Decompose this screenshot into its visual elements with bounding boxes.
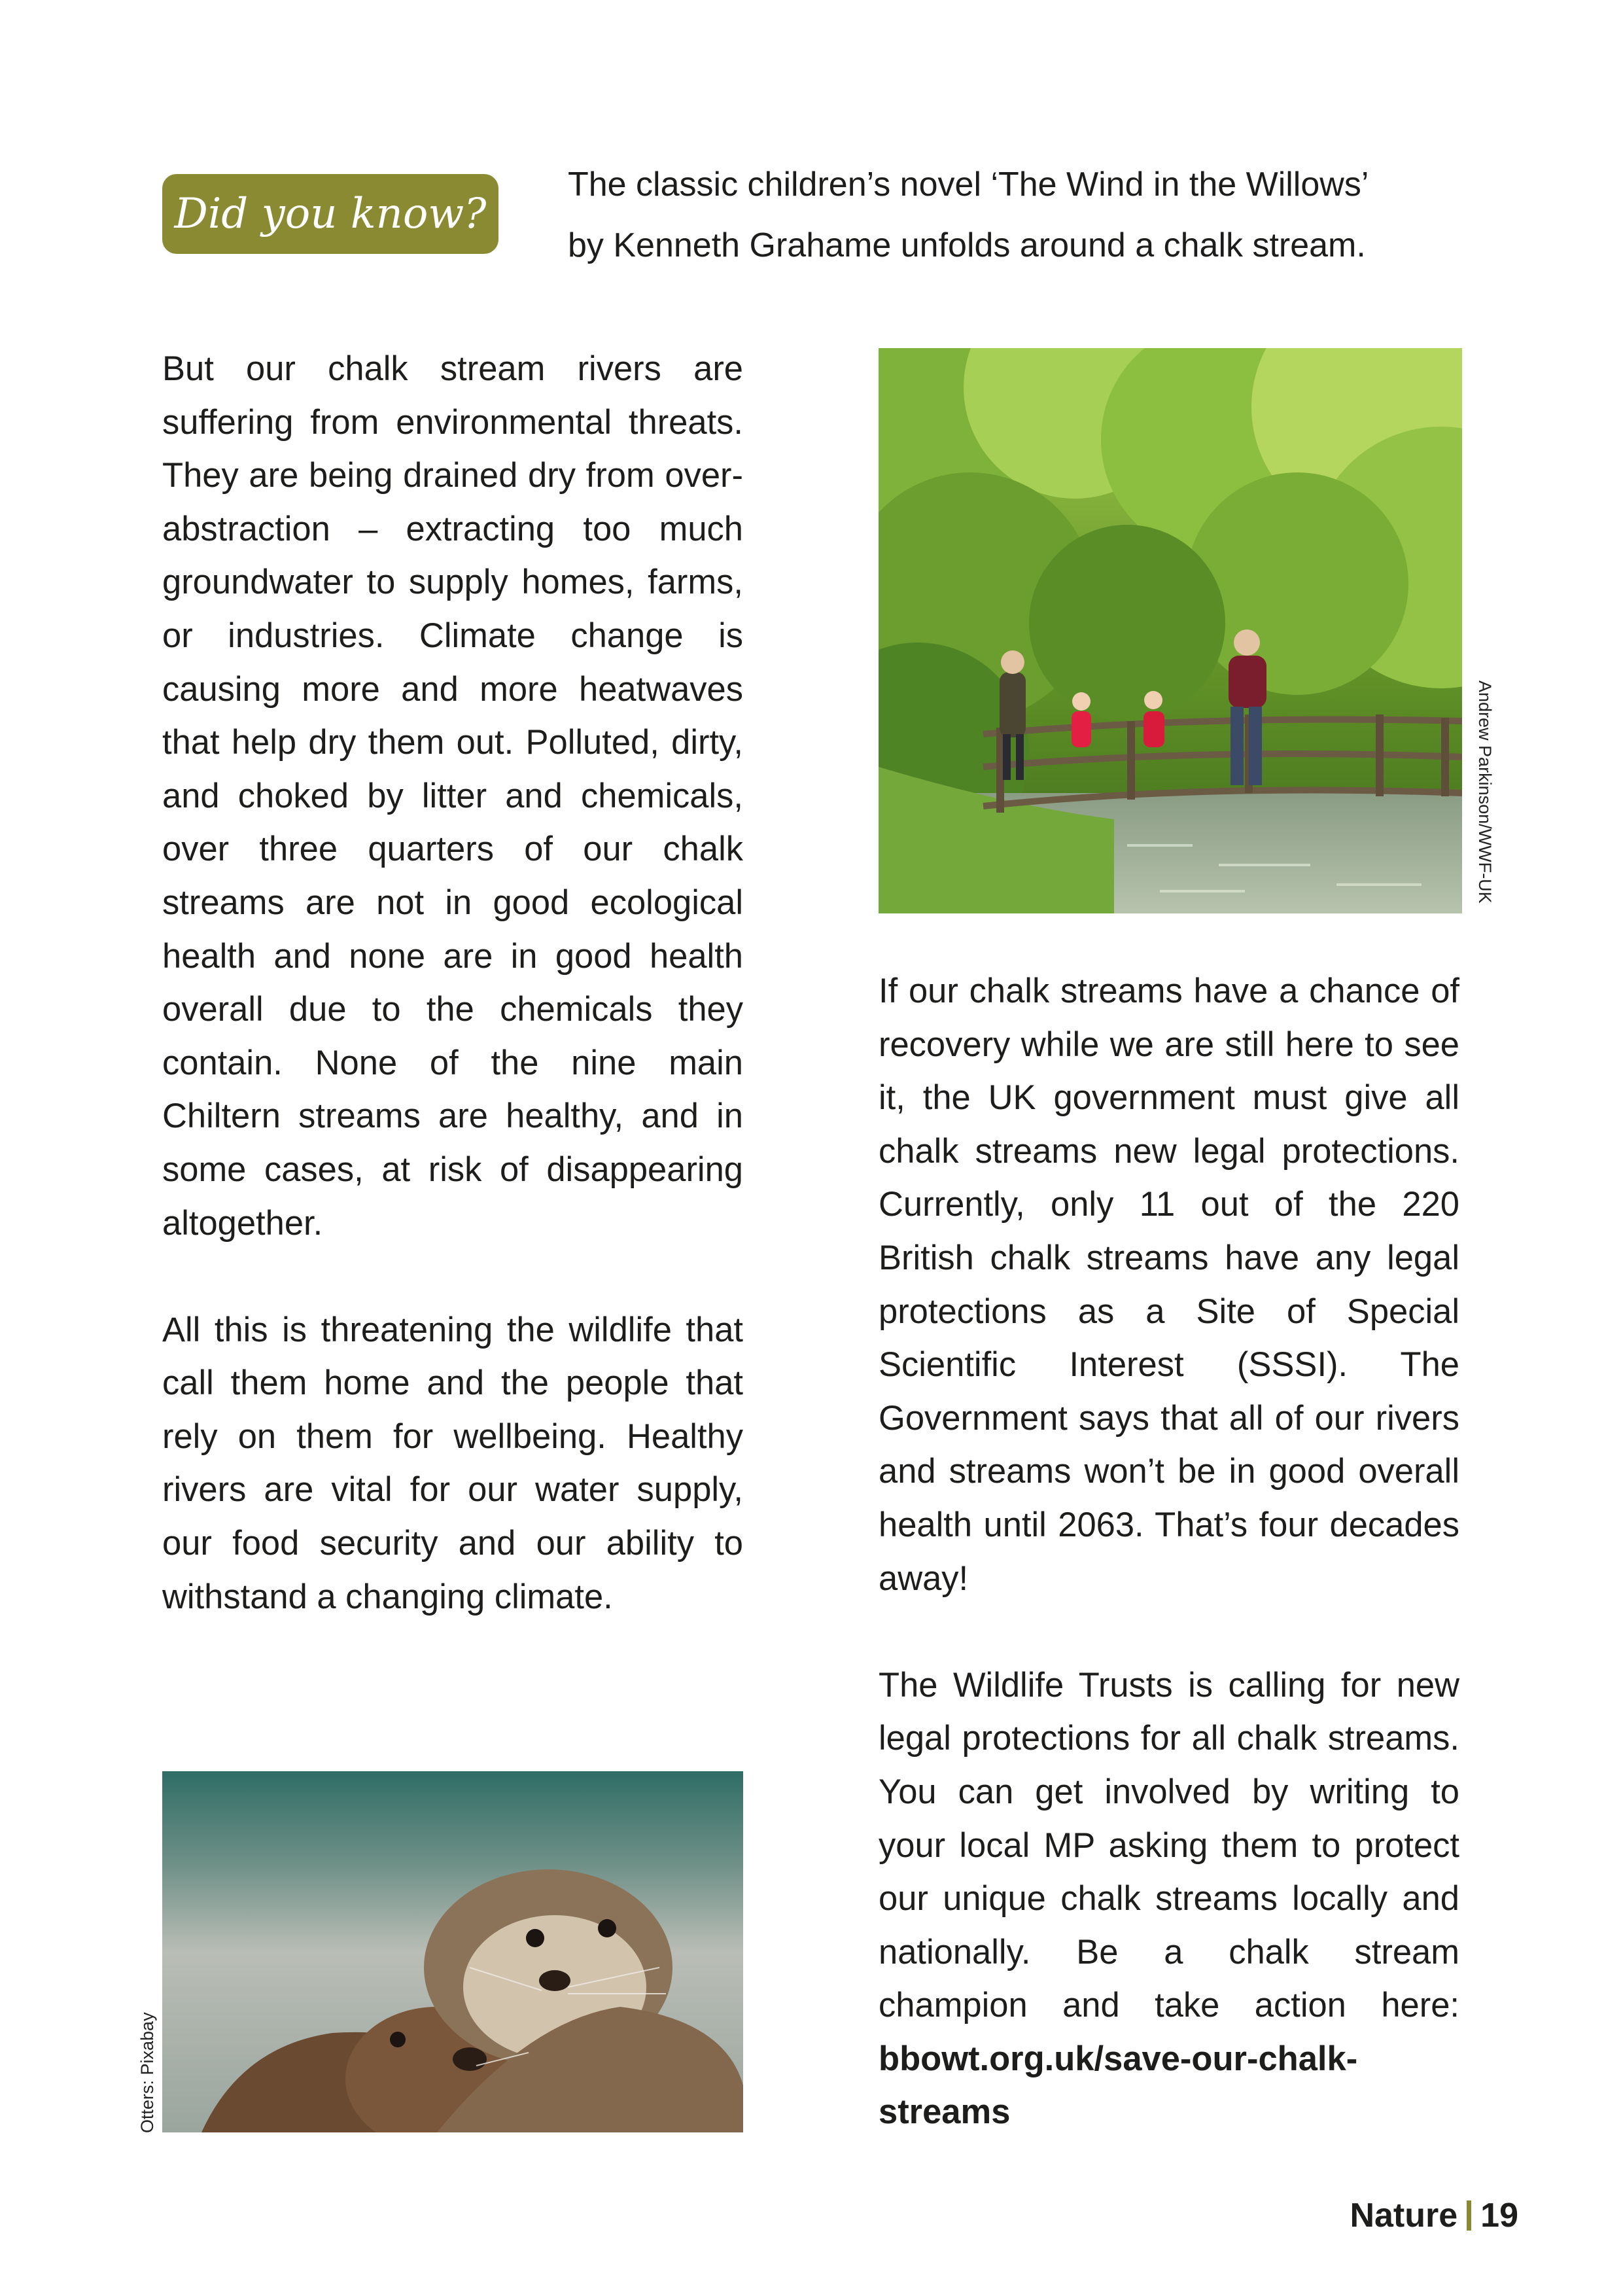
left-column [162, 342, 743, 1623]
call-to-action [879, 1659, 1459, 2139]
paragraph: If our chalk streams have a chance of recovery while we are still here to see it, the UK government must give all chalk streams new legal protections. Currently, only 11 out of the 220 British chalk streams have any legal protections as a Site of Special Scientific Interest (SSSI). The Government says that all of our rivers and streams won’t be in good overall health until 2063. That’s four decades away! [879, 972, 1459, 1598]
cta-link[interactable]: bbowt.org.uk/save-our-chalk-streams [879, 2039, 1358, 2132]
section-name: Nature [1350, 2197, 1458, 2234]
page-footer [1350, 2196, 1518, 2235]
did-you-know-fact [568, 154, 1484, 276]
bridge-photo-credit: Andrew Parkinson/WWF-UK [1475, 680, 1495, 904]
did-you-know-badge [162, 174, 498, 254]
did-you-know-label: Did you know? [174, 190, 487, 238]
otters-photo-credit: Otters: Pixabay [137, 2012, 157, 2133]
bridge-photo [879, 348, 1462, 913]
paragraph: But our chalk stream rivers are suffering from environmental threats. They are being drained dry from over-abstraction – extracting too much groundwater to supply homes, farms, or industries. Climate change is causing more and more heatwaves that help dry them out. Polluted, dirty, and choked by litter and chemicals, over three quarters of our chalk streams are not in good ecological health and none are in good health overall due to the chemicals they contain. None of the nine main Chiltern streams are healthy, and in some cases, at risk of disappearing altogether. [162, 349, 743, 1243]
otters-photo-illustration [162, 1771, 743, 2132]
right-column [879, 964, 1459, 2139]
page-number: 19 [1480, 2197, 1518, 2234]
fact-line: The classic children’s novel ‘The Wind in the Willows’ [568, 166, 1369, 203]
footer-divider [1467, 2200, 1471, 2231]
otters-photo [162, 1771, 743, 2132]
fact-line: by Kenneth Grahame unfolds around a chalk stream. [568, 226, 1366, 264]
bridge-photo-illustration [879, 348, 1462, 913]
paragraph: All this is threatening the wildlife that call them home and the people that rely on them for wellbeing. Healthy rivers are vital for our water supply, our food security and our ability to withstand a changing climate. [162, 1310, 743, 1616]
cta-text: The Wildlife Trusts is calling for new legal protections for all chalk streams. You can get involved by writing to your local MP asking them to protect our unique chalk streams locally and nationally. Be a chalk stream champion and take action here: [879, 1665, 1459, 2025]
